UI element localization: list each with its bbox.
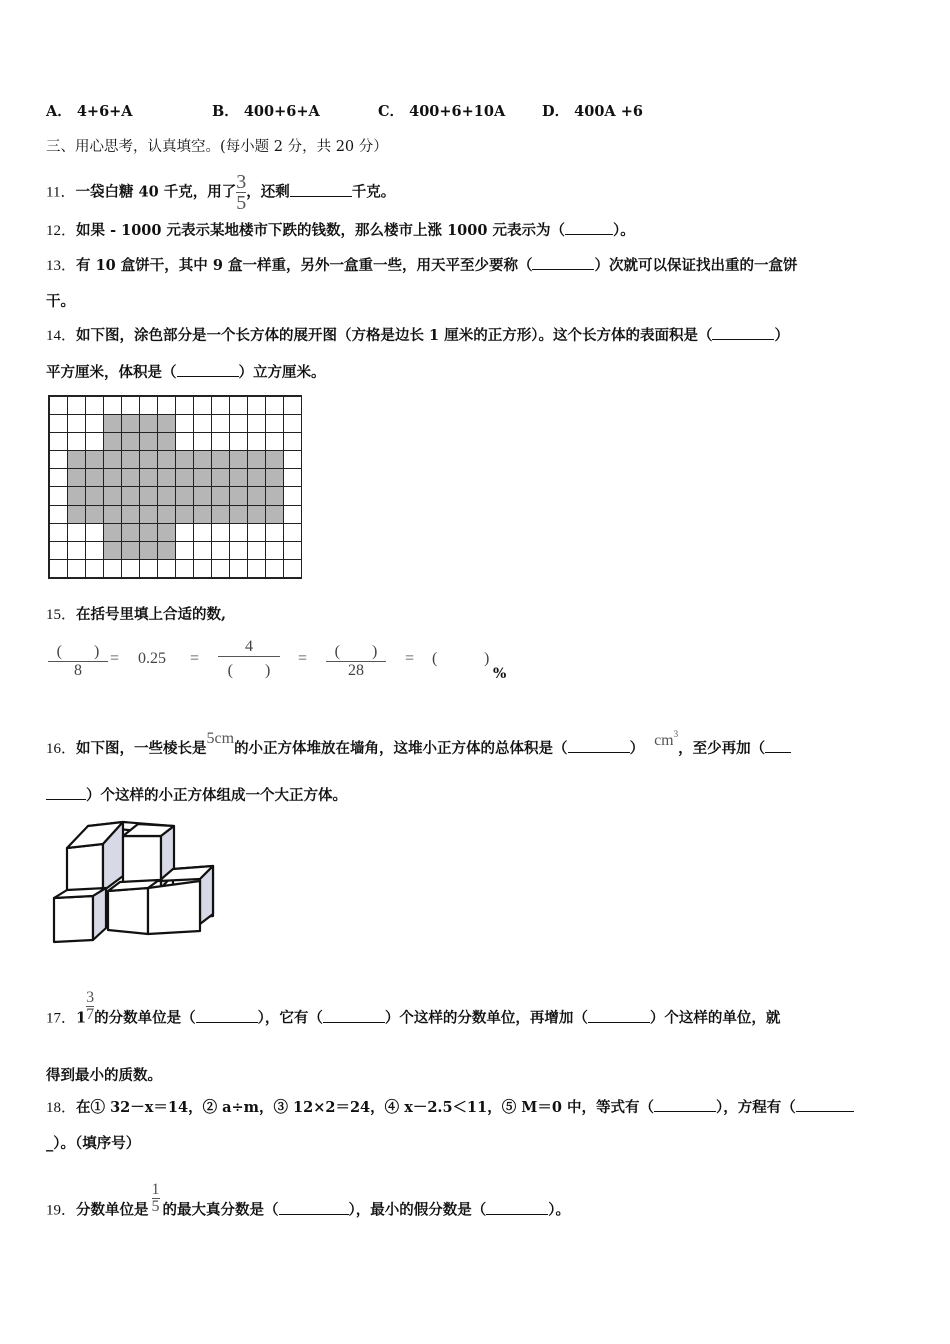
grid-cell <box>175 541 194 560</box>
grid-cell-shaded <box>175 450 194 469</box>
question-text: 如果 - 1000 元表示某地楼市下跌的钱数，那么楼市上涨 1000 元表示为（ <box>76 222 565 239</box>
grid-cell-shaded <box>211 450 230 469</box>
question-16 <box>46 729 791 759</box>
grid-cell-shaded <box>157 486 176 505</box>
grid-cell <box>67 559 86 578</box>
question-number: 11． <box>46 184 76 201</box>
percent-sign: % <box>493 666 507 682</box>
grid-cell <box>265 414 284 433</box>
grid-cell-shaded <box>157 432 176 451</box>
grid-cell-shaded <box>229 450 248 469</box>
grid-cell <box>85 523 104 542</box>
option-c <box>378 102 505 122</box>
grid-cell <box>211 414 230 433</box>
fraction-denominator: 7 <box>86 1006 95 1023</box>
grid-cell <box>67 541 86 560</box>
grid-cell <box>157 396 176 415</box>
grid-cell <box>85 432 104 451</box>
fraction-numerator[interactable]: ( ) <box>56 643 100 660</box>
grid-cell <box>247 432 266 451</box>
fraction <box>152 1182 160 1215</box>
option-letter: D． <box>542 103 570 120</box>
superscript: 3 <box>673 729 679 739</box>
grid-cell-shaded <box>85 450 104 469</box>
grid-cell <box>49 541 68 560</box>
grid-cell <box>193 414 212 433</box>
unit-label: cm <box>654 731 674 749</box>
answer-blank[interactable] <box>796 1097 854 1112</box>
question-text: ）立方厘米。 <box>238 364 326 381</box>
grid-cell <box>211 559 230 578</box>
grid-cell <box>49 505 68 524</box>
grid-cell <box>229 432 248 451</box>
grid-cell <box>193 396 212 415</box>
grid-cell <box>211 541 230 560</box>
question-text: ）个这样的分数单位，再增加（ <box>384 1009 588 1027</box>
question-text: 有 10 盒饼干，其中 9 盒一样重，另外一盒重一些，用天平至少要称（ <box>76 257 533 274</box>
answer-blank[interactable] <box>565 220 613 235</box>
grid-cell-shaded <box>103 541 122 560</box>
fraction-2 <box>218 638 280 680</box>
grid-cell <box>229 559 248 578</box>
answer-blank[interactable] <box>765 738 791 753</box>
fraction-numerator: 3 <box>236 171 247 193</box>
question-text: ） <box>774 327 789 344</box>
equals-sign: = <box>110 650 120 667</box>
grid-cell <box>67 414 86 433</box>
grid-cell <box>193 523 212 542</box>
grid-cell-shaded <box>175 486 194 505</box>
grid-cell-shaded <box>247 468 266 487</box>
grid-cell-shaded <box>211 505 230 524</box>
grid-cell-shaded <box>67 468 86 487</box>
answer-blank[interactable] <box>568 738 630 753</box>
question-number: 12． <box>46 223 77 239</box>
unit-label: 5cm <box>206 729 235 747</box>
question-17-line2: 得到最小的质数。 <box>46 1067 162 1084</box>
question-14-line2 <box>46 362 326 383</box>
answer-blank[interactable] <box>486 1200 548 1215</box>
grid-cell <box>49 432 68 451</box>
fraction-numerator: 3 <box>86 989 95 1006</box>
grid-cell <box>49 486 68 505</box>
grid-cell-shaded <box>139 432 158 451</box>
equals-sign: = <box>298 650 308 667</box>
stacked-cubes-figure <box>48 816 228 946</box>
grid-cell <box>265 541 284 560</box>
question-18 <box>46 1097 854 1118</box>
grid-cell-shaded <box>211 468 230 487</box>
grid-cell-shaded <box>67 450 86 469</box>
grid-cell-shaded <box>229 486 248 505</box>
question-number: 15． <box>46 607 77 623</box>
grid-cell <box>247 414 266 433</box>
grid-cell-shaded <box>103 450 122 469</box>
question-15 <box>46 605 226 625</box>
grid-cell <box>229 523 248 542</box>
grid-cell-shaded <box>265 486 284 505</box>
question-text: 的分数单位是（ <box>94 1009 196 1027</box>
grid-cell <box>157 559 176 578</box>
fraction <box>86 990 94 1023</box>
fraction-denominator: 28 <box>326 661 386 680</box>
grid-cell <box>175 396 194 415</box>
grid-cell <box>49 523 68 542</box>
grid-cell-shaded <box>67 505 86 524</box>
question-text: 一袋白糖 40 千克，用了 <box>75 183 237 201</box>
grid-cell <box>85 541 104 560</box>
grid-cell <box>67 396 86 415</box>
grid-cell <box>49 450 68 469</box>
grid-cell-shaded <box>193 505 212 524</box>
answer-blank[interactable] <box>712 325 774 340</box>
answer-blank[interactable] <box>177 362 239 377</box>
grid-cell-shaded <box>139 414 158 433</box>
grid-cell-shaded <box>103 523 122 542</box>
fraction <box>236 172 246 213</box>
grid-cell <box>283 541 302 560</box>
grid-cell-shaded <box>193 486 212 505</box>
percent-blank-open[interactable]: ( <box>432 650 438 667</box>
grid-cell <box>265 432 284 451</box>
question-text: 在括号里填上合适的数, <box>76 606 227 623</box>
decimal-value: 0.25 <box>138 650 166 667</box>
question-16-line2 <box>46 785 347 806</box>
fraction-denominator: 8 <box>48 661 108 680</box>
answer-blank[interactable] <box>588 1008 650 1023</box>
question-11 <box>46 172 395 213</box>
grid-cell <box>247 523 266 542</box>
grid-cell <box>49 468 68 487</box>
question-text: 如下图，一些棱长是 <box>76 739 207 757</box>
grid-cell-shaded <box>157 468 176 487</box>
question-13 <box>46 255 797 276</box>
fraction-denominator: 5 <box>151 1198 160 1215</box>
grid-cell <box>283 505 302 524</box>
grid-cell-shaded <box>67 486 86 505</box>
grid-cell-shaded <box>175 505 194 524</box>
option-letter: B． <box>212 103 239 120</box>
grid-cell-shaded <box>157 505 176 524</box>
question-text: 千克。 <box>351 183 396 201</box>
grid-cell-shaded <box>265 505 284 524</box>
question-13-line2: 干。 <box>46 293 75 310</box>
grid-cell-shaded <box>193 450 212 469</box>
question-text: ）。 <box>613 222 635 239</box>
question-text: ），最小的假分数是（ <box>348 1201 487 1219</box>
question-text: ）个这样的单位，就 <box>649 1009 781 1027</box>
question-text: ），方程有（ <box>715 1099 796 1116</box>
answer-blank[interactable] <box>323 1008 385 1023</box>
grid-cell-shaded <box>121 486 140 505</box>
equals-sign: = <box>405 650 415 667</box>
question-text: 如下图，涂色部分是一个长方体的展开图（方格是边长 1 厘米的正方形）。这个长方体的表面积是（ <box>76 327 713 344</box>
grid-cell <box>49 559 68 578</box>
grid-cell-shaded <box>121 414 140 433</box>
cuboid-net-grid <box>48 395 302 579</box>
grid-cell <box>211 432 230 451</box>
grid-cell <box>283 523 302 542</box>
question-text: ）次就可以保证找出重的一盒饼 <box>594 257 798 274</box>
grid-cell-shaded <box>157 450 176 469</box>
grid-cell-shaded <box>193 468 212 487</box>
option-d <box>542 102 643 122</box>
question-text: ）个这样的小正方体组成一个大正方体。 <box>86 787 347 804</box>
answer-blank[interactable] <box>196 1008 258 1023</box>
answer-blank[interactable] <box>532 255 594 270</box>
question-12 <box>46 220 635 241</box>
grid-cell <box>175 523 194 542</box>
grid-cell-shaded <box>229 468 248 487</box>
grid-cell <box>283 486 302 505</box>
grid-cell-shaded <box>121 468 140 487</box>
grid-cell-shaded <box>265 450 284 469</box>
question-text: 平方厘米，体积是（ <box>46 364 177 381</box>
grid-cell <box>67 432 86 451</box>
question-text: ，还剩 <box>246 183 290 201</box>
fraction-numerator: 1 <box>151 1181 160 1198</box>
question-number: 19． <box>46 1202 77 1219</box>
grid-cell <box>283 414 302 433</box>
grid-cell <box>283 432 302 451</box>
grid-cell <box>49 396 68 415</box>
grid-cell-shaded <box>103 468 122 487</box>
grid-cell-shaded <box>139 541 158 560</box>
grid-cell <box>283 559 302 578</box>
grid-cell-shaded <box>103 432 122 451</box>
question-17 <box>46 989 781 1035</box>
grid-cell-shaded <box>121 541 140 560</box>
question-text: 分数单位是 <box>76 1201 149 1219</box>
grid-cell <box>121 396 140 415</box>
fraction-denominator: 5 <box>236 192 247 214</box>
grid-cell <box>175 432 194 451</box>
grid-cell <box>85 414 104 433</box>
question-18-line2: _）。（填序号） <box>46 1135 141 1152</box>
percent-blank-close: ) <box>484 650 490 667</box>
grid-cell <box>265 523 284 542</box>
section-heading: 三、用心思考，认真填空。(每小题 2 分，共 20 分） <box>46 139 388 155</box>
grid-cell <box>247 396 266 415</box>
option-text: 400A +6 <box>574 103 643 120</box>
grid-cell <box>49 414 68 433</box>
grid-cell-shaded <box>85 468 104 487</box>
question-text: ）。 <box>548 1201 571 1219</box>
grid-cell <box>211 523 230 542</box>
fraction-numerator[interactable]: ( ) <box>334 643 378 660</box>
grid-cell <box>85 396 104 415</box>
grid-cell <box>175 559 194 578</box>
grid-cell-shaded <box>121 523 140 542</box>
grid-cell-shaded <box>265 468 284 487</box>
grid-cell <box>103 559 122 578</box>
option-text: 400+6+10A <box>409 103 506 120</box>
fraction-3 <box>326 638 386 680</box>
grid-cell-shaded <box>103 486 122 505</box>
grid-cell-shaded <box>247 486 266 505</box>
grid-cell <box>193 559 212 578</box>
grid-cell <box>283 450 302 469</box>
fraction-numerator: 4 <box>245 638 253 655</box>
grid-cell-shaded <box>139 486 158 505</box>
grid-cell <box>265 396 284 415</box>
question-number: 13． <box>46 258 77 274</box>
grid-cell <box>193 541 212 560</box>
question-number: 14． <box>46 328 77 344</box>
grid-cell-shaded <box>211 486 230 505</box>
answer-blank[interactable] <box>46 785 86 800</box>
grid-cell-shaded <box>85 486 104 505</box>
option-b <box>212 102 320 122</box>
grid-cell <box>283 396 302 415</box>
grid-cell <box>139 559 158 578</box>
option-text: 4+6+A <box>76 103 133 120</box>
grid-cell-shaded <box>157 414 176 433</box>
question-text: 的最大真分数是（ <box>162 1201 279 1219</box>
grid-cell-shaded <box>157 541 176 560</box>
grid-cell-shaded <box>157 523 176 542</box>
question-text: ），它有（ <box>257 1009 323 1027</box>
grid-cell <box>229 414 248 433</box>
grid-cell-shaded <box>121 505 140 524</box>
grid-cell-shaded <box>139 505 158 524</box>
answer-blank[interactable] <box>279 1200 349 1215</box>
grid-cell-shaded <box>85 505 104 524</box>
grid-cell <box>247 541 266 560</box>
question-text: ） <box>629 739 645 757</box>
question-text: 的小正方体堆放在墙角，这堆小正方体的总体积是（ <box>234 739 568 757</box>
option-letter: C． <box>378 103 405 120</box>
grid-cell <box>211 396 230 415</box>
option-letter: A． <box>46 103 72 120</box>
grid-cell <box>283 468 302 487</box>
fraction-denominator[interactable]: ( ) <box>218 656 280 680</box>
question-19 <box>46 1181 571 1227</box>
grid-cell <box>193 432 212 451</box>
grid-cell-shaded <box>121 432 140 451</box>
grid-cell <box>121 559 140 578</box>
grid-cell <box>247 559 266 578</box>
grid-cell <box>229 396 248 415</box>
option-a <box>46 102 133 122</box>
answer-blank[interactable] <box>290 182 352 197</box>
grid-cell <box>229 541 248 560</box>
grid-cell-shaded <box>247 505 266 524</box>
grid-cell-shaded <box>103 414 122 433</box>
grid-cell <box>265 559 284 578</box>
grid-cell-shaded <box>229 505 248 524</box>
question-number: 18． <box>46 1100 77 1116</box>
question-14 <box>46 325 789 346</box>
grid-cell <box>103 396 122 415</box>
answer-blank[interactable] <box>654 1097 716 1112</box>
option-text: 400+6+A <box>243 103 320 120</box>
grid-cell <box>85 559 104 578</box>
equals-sign: = <box>190 650 200 667</box>
grid-cell-shaded <box>139 450 158 469</box>
grid-cell-shaded <box>103 505 122 524</box>
question-number: 16． <box>46 740 77 757</box>
grid-cell <box>175 414 194 433</box>
question-number: 17． <box>46 1010 77 1027</box>
grid-cell <box>139 396 158 415</box>
grid-cell <box>67 523 86 542</box>
question-text: ，至少再加（ <box>678 739 766 757</box>
grid-cell-shaded <box>175 468 194 487</box>
grid-cell-shaded <box>247 450 266 469</box>
fraction-1 <box>48 638 108 680</box>
question-text: 在① 32－x＝14，② a÷m，③ 12×2＝24，④ x－2.5＜11，⑤ M＝0 中，等式有（ <box>76 1099 654 1116</box>
grid-cell-shaded <box>121 450 140 469</box>
grid-cell-shaded <box>139 468 158 487</box>
grid-cell-shaded <box>139 523 158 542</box>
mixed-whole: 1 <box>76 1009 87 1027</box>
